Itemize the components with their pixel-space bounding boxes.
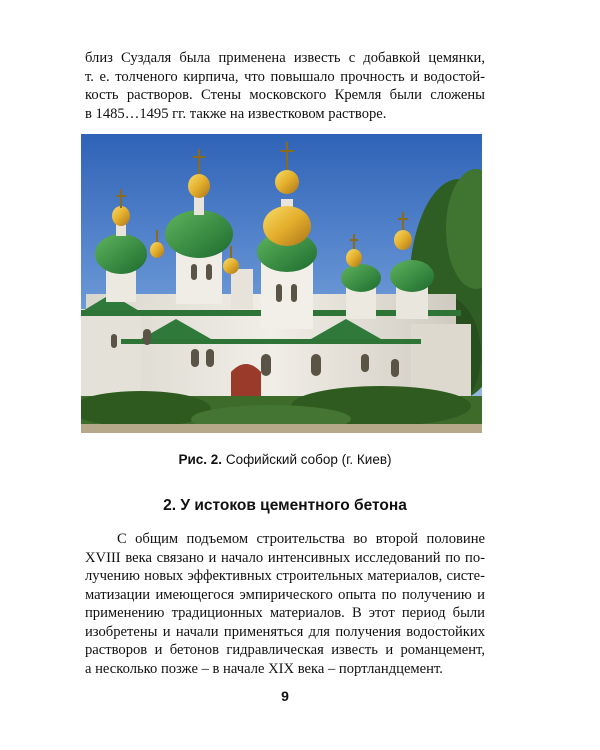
text-line: кость растворов. Стены московского Кремля были сложены: [85, 87, 485, 103]
figure-caption: [85, 452, 485, 467]
text-line: в 1485…1495 гг. также на известковом растворе.: [85, 105, 387, 122]
page-number: 9: [281, 688, 289, 704]
text-line: С общим подъемом строительства во второй половине: [117, 531, 485, 547]
body-paragraph-section: [85, 530, 485, 678]
text-line: применению традиционных материалов. В этот период были: [85, 605, 485, 621]
text-line: матизации имеющегося эмпирического опыта по получению и: [85, 586, 485, 603]
text-line: лучению новых эффективных строительных материалов, систе-: [85, 568, 485, 584]
cathedral-photo: [81, 134, 482, 433]
text-line: изобретены и начали применяться для получения водостойких: [85, 623, 485, 640]
figure-caption-label: Рис. 2.: [178, 452, 223, 467]
section-heading: 2. У истоков цементного бетона: [163, 497, 407, 514]
text-line: растворов и бетонов гидравлическая известь и романцемент,: [85, 642, 485, 658]
text-line: т. е. толченого кирпича, что повышало прочность и водостой-: [85, 68, 485, 85]
figure-caption-text: Софийский собор (г. Киев): [222, 452, 392, 467]
text-line: близ Суздаля была применена известь с добавкой цемянки,: [85, 50, 485, 66]
text-line: а несколько позже – в начале XIX века – портландцемент.: [85, 660, 443, 677]
body-paragraph-top: [85, 49, 485, 123]
text-line: XVIII века связано и начало интенсивных исследований по по-: [85, 549, 485, 566]
